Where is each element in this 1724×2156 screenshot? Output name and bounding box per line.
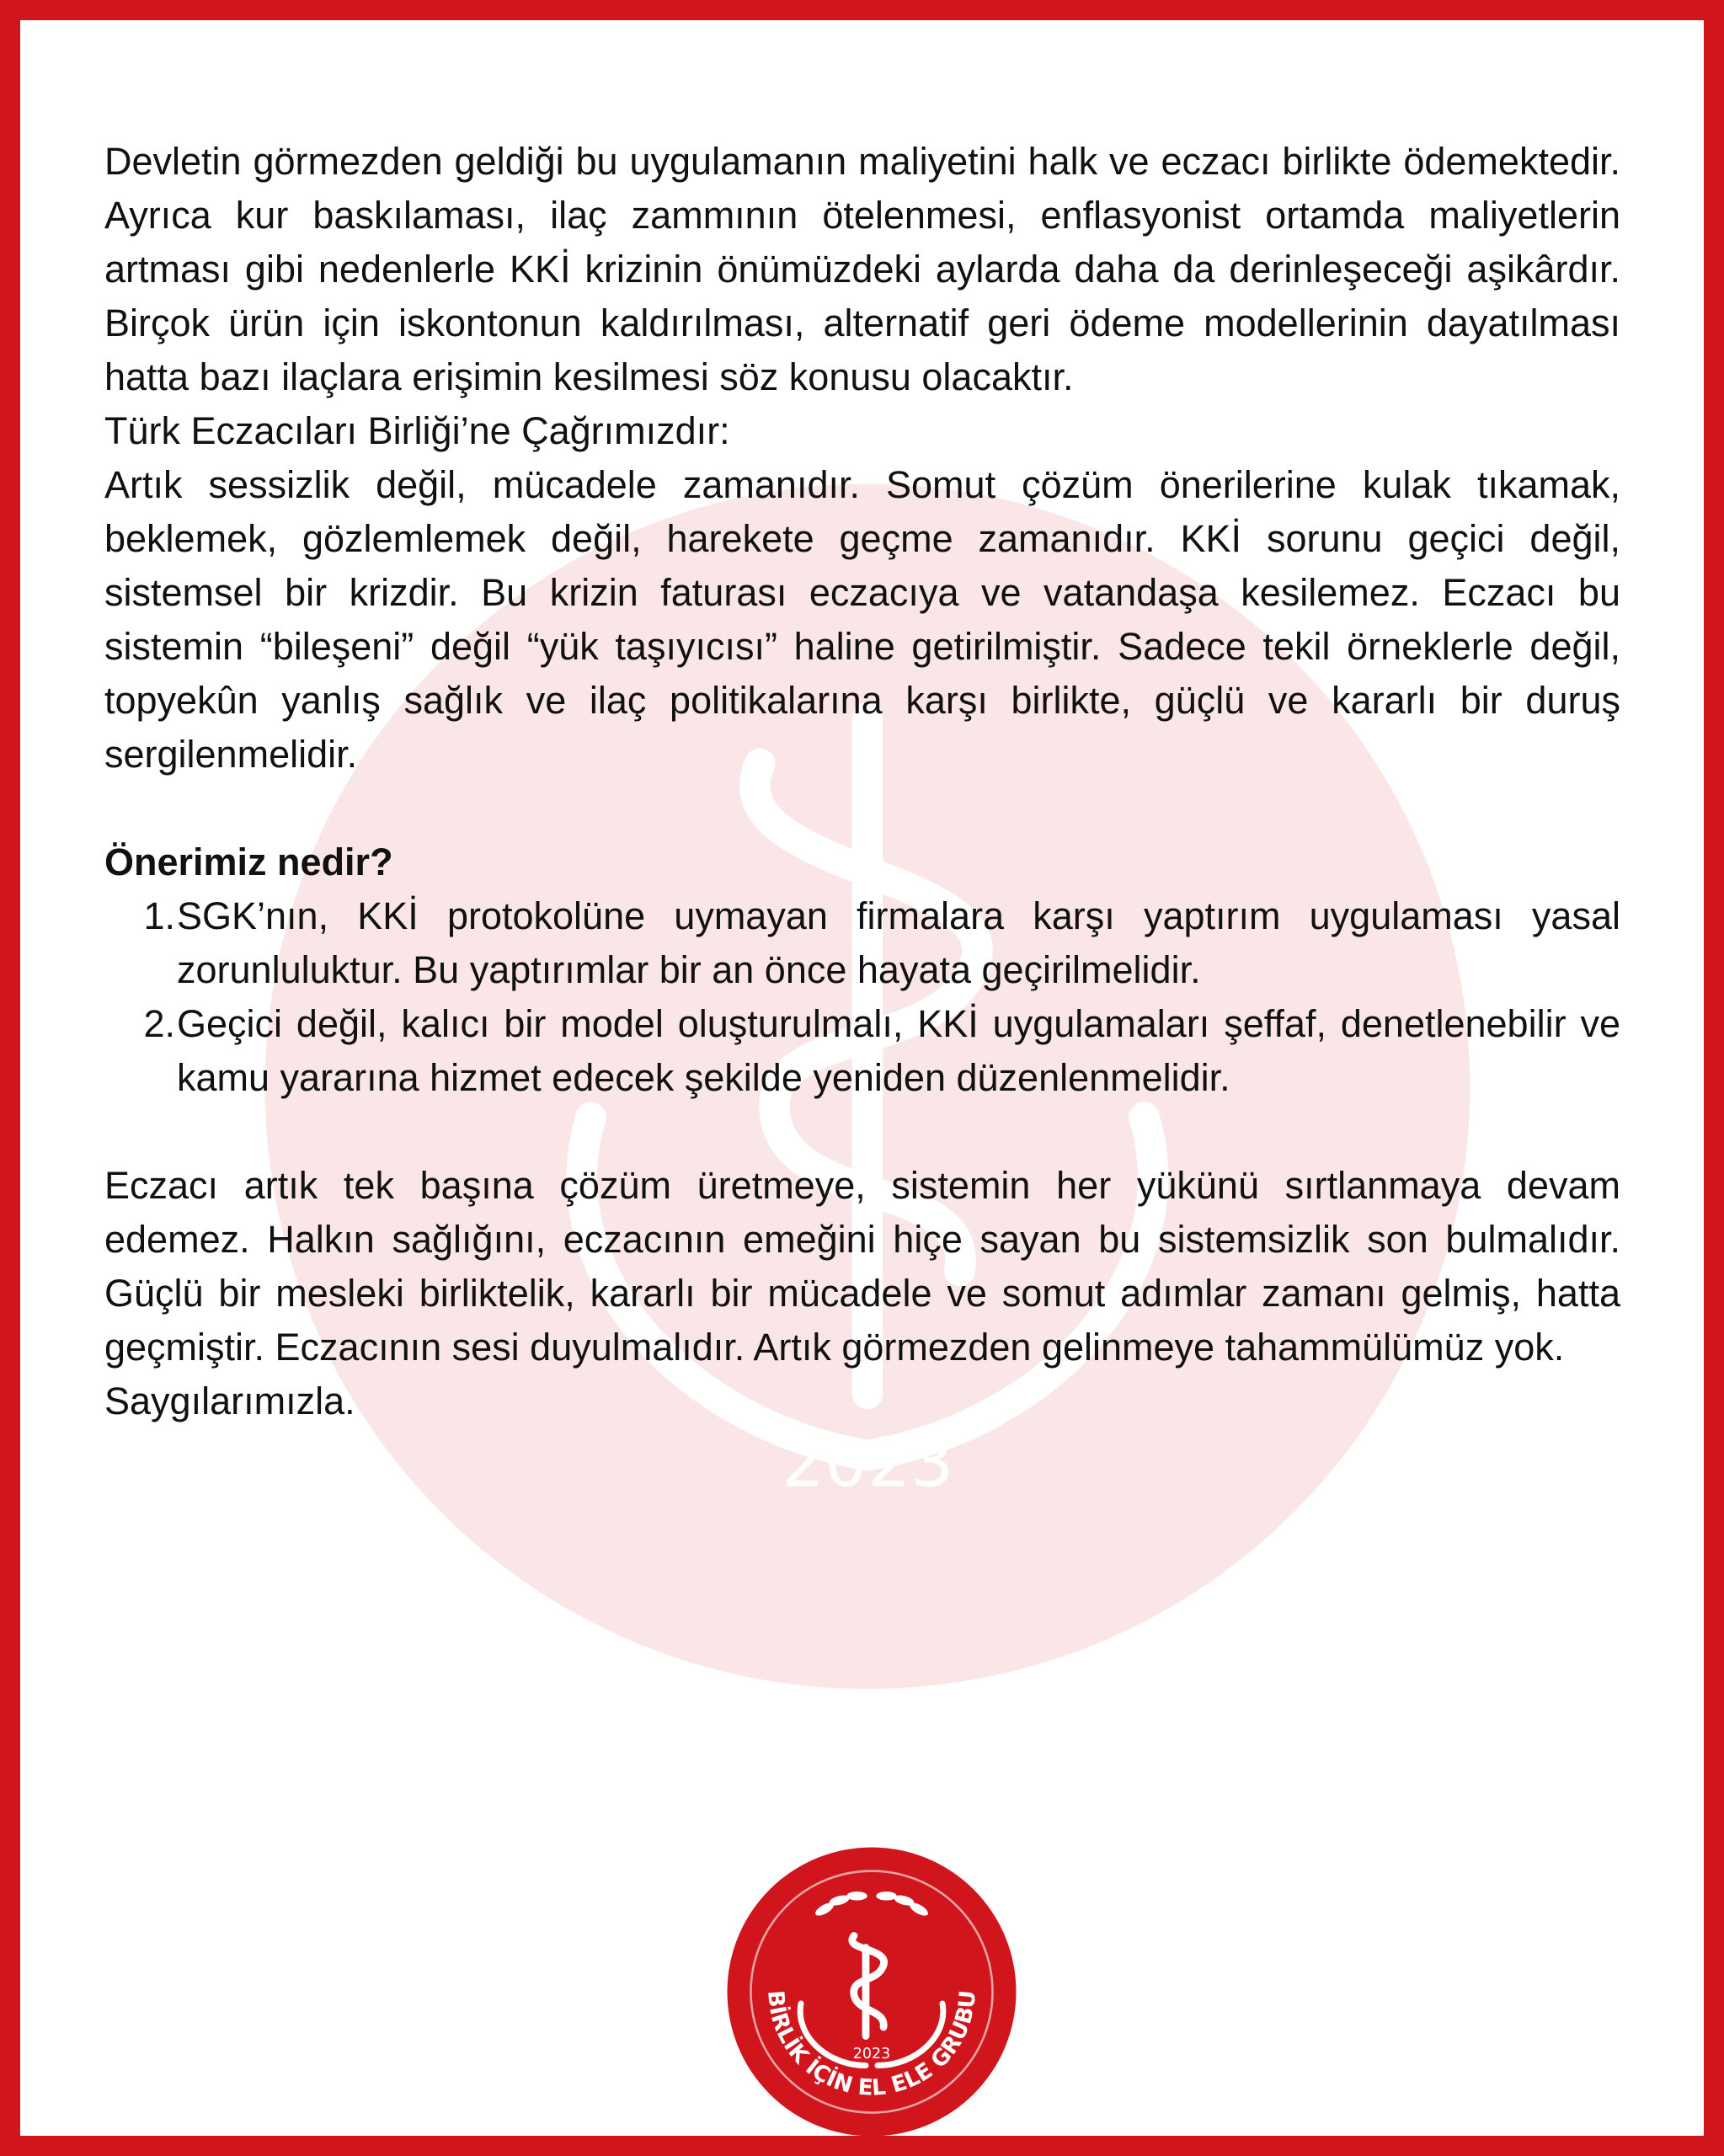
list-item	[104, 889, 1620, 997]
list-item-number: 1.	[143, 894, 175, 937]
group-logo	[724, 1844, 1019, 2139]
closing-paragraph: Eczacı artık tek başına çözüm üretmeye, sistemin her yükünü sırtlanmaya devam edemez. Halkın sağlığını, eczacının emeğini hiçe sayan bu sistemsizlik son bulmalıdır. Güçlü bir mesleki birliktelik, kararlı bir mücadele ve somut adımlar zamanı gelmiş, hatta geçmiştir. Eczacının sesi duyulmalıdır. Artık görmezden gelinmeye tahammülümüz yok.	[104, 1164, 1620, 1369]
document-body	[104, 135, 1620, 1428]
logo-ring-text-path: BİRLİK İÇİN EL ELE GRUBU	[762, 1989, 981, 2101]
list-item-number: 2.	[143, 1002, 175, 1045]
list-item-text: SGK’nın, KKİ protokolüne uymayan firmalara karşı yaptırım uygulaması yasal zorunluluktur. Bu yaptırımlar bir an önce hayata geçirilmelidir.	[177, 894, 1620, 991]
spacer	[104, 782, 1620, 835]
call-paragraph: Artık sessizlik değil, mücadele zamanıdır. Somut çözüm önerilerine kulak tıkamak, beklemek, gözlemlemek değil, harekete geçme zamanıdır. KKİ sorunu geçici değil, sistemsel bir krizdir. Bu krizin faturası eczacıya ve vatandaşa kesilemez. Eczacı bu sistemin “bileşeni” değil “yük taşıyıcısı” haline getirilmiştir. Sadece tekil örneklerle değil, topyekûn yanlış sağlık ve ilaç politikalarına karşı birlikte, güçlü ve kararlı bir duruş sergilenmelidir.	[104, 463, 1620, 776]
list-item	[104, 997, 1620, 1105]
call-heading: Türk Eczacıları Birliği’ne Çağrımızdır:	[104, 409, 730, 452]
logo-year: 2023	[852, 2045, 891, 2063]
spacer	[104, 1105, 1620, 1159]
proposal-list	[104, 889, 1620, 1105]
signoff: Saygılarımızla.	[104, 1380, 355, 1422]
intro-paragraph: Devletin görmezden geldiği bu uygulamanın maliyetini halk ve eczacı birlikte ödemektedir. Ayrıca kur baskılaması, ilaç zammının ötelenmesi, enflasyonist ortamda maliyetlerin artması gibi nedenlerle KKİ krizinin önümüzdeki aylarda daha da derinleşeceği aşikârdır. Birçok ürün için iskontonun kaldırılması, alternatif geri ödeme modellerinin dayatılması hatta bazı ilaçlara erişimin kesilmesi söz konusu olacaktır.	[104, 140, 1620, 398]
watermark-year: 2023	[781, 1422, 954, 1502]
list-item-text: Geçici değil, kalıcı bir model oluşturulmalı, KKİ uygulamaları şeffaf, denetlenebilir ve kamu yararına hizmet edecek şekilde yeniden düzenlenmelidir.	[177, 1002, 1620, 1099]
proposal-heading: Önerimiz nedir?	[104, 841, 393, 883]
